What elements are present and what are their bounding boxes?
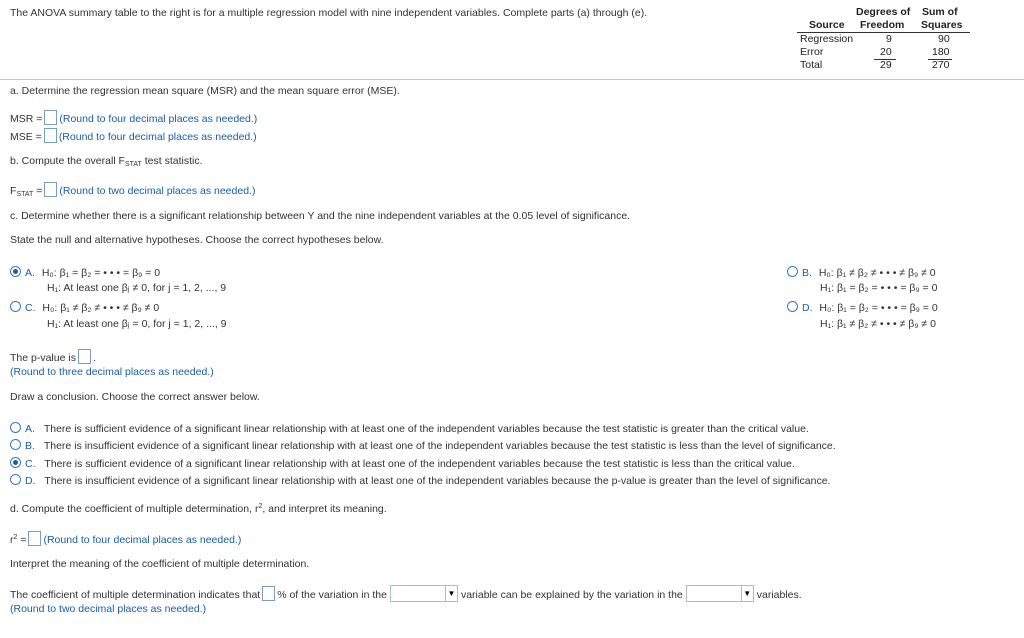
- dependent-variable-dropdown[interactable]: [390, 585, 458, 602]
- df-header-1: Degrees of: [856, 6, 911, 18]
- hyp-option-b-h1: H₁: β₁ = β₂ = • • • = β₉ = 0: [820, 282, 938, 294]
- hyp-option-b-letter: B.: [802, 267, 812, 279]
- conclusion-option-a[interactable]: [10, 422, 809, 435]
- msr-round-hint: (Round to four decimal places as needed.): [59, 113, 258, 125]
- msr-label: MSR =: [10, 113, 43, 125]
- fstat-answer-box[interactable]: [44, 182, 57, 197]
- conclusion-c-text: There is sufficient evidence of a significant linear relationship with at least one of the independent variables because the test statistic is less than the critical value.: [44, 458, 795, 470]
- part-b-question-sub: STAT: [124, 161, 142, 168]
- part-b-question-pre: b. Compute the overall F: [10, 155, 125, 167]
- mse-round-hint: (Round to four decimal places as needed.): [58, 131, 257, 143]
- conclusion-option-c[interactable]: [10, 457, 795, 470]
- part-d-question-sup: 2: [258, 503, 263, 510]
- radio-icon[interactable]: [10, 422, 21, 433]
- percent-answer-box[interactable]: [262, 586, 275, 601]
- part-d-question-pre: d. Compute the coefficient of multiple determination, r: [10, 503, 259, 515]
- part-a-question: a. Determine the regression mean square (MSR) and the mean square error (MSE).: [10, 85, 400, 97]
- row-error-ss: 180: [932, 46, 950, 58]
- dropdown-arrow-icon: ▼: [741, 586, 753, 601]
- independent-variable-dropdown[interactable]: [686, 585, 754, 602]
- interpret-sentence: [10, 585, 802, 602]
- conclusion-option-b[interactable]: [10, 439, 836, 452]
- source-header: Source: [809, 19, 845, 31]
- hyp-option-b-h0: H₀: β₁ ≠ β₂ ≠ • • • ≠ β₉ ≠ 0: [818, 267, 936, 279]
- sentence-mid2: variable can be explained by the variation in the: [460, 589, 683, 601]
- hyp-option-c[interactable]: [10, 301, 159, 314]
- hyp-option-d-h0: H₀: β₁ = β₂ = • • • = β₉ = 0: [819, 302, 938, 314]
- fstat-label: F: [10, 185, 17, 197]
- pvalue-round-hint: (Round to three decimal places as needed.): [10, 366, 214, 378]
- mse-answer-box[interactable]: [44, 128, 57, 143]
- part-c-question: c. Determine whether there is a significant relationship between Y and the nine independent variables at the 0.05 level of significance.: [10, 210, 631, 222]
- sentence-pre: The coefficient of multiple determination indicates that: [10, 589, 261, 601]
- mse-row: [10, 128, 257, 143]
- divider: [0, 79, 1024, 80]
- r2-label: r: [10, 534, 14, 546]
- df-header-2: Freedom: [860, 19, 905, 31]
- pvalue-row: The p-value is .: [10, 349, 96, 364]
- part-d-question-post: , and interpret its meaning.: [262, 503, 387, 515]
- fstat-label-sub: STAT: [16, 191, 34, 198]
- r2-round-hint: (Round to four decimal places as needed.): [43, 534, 242, 546]
- hyp-prompt: State the null and alternative hypotheses. Choose the correct hypotheses below.: [10, 234, 384, 246]
- row-error-source: Error: [800, 46, 824, 58]
- conclusion-b-letter: B.: [25, 440, 35, 452]
- r2-eq: =: [17, 534, 27, 546]
- hyp-option-c-h0: H₀: β₁ ≠ β₂ ≠ • • • ≠ β₉ ≠ 0: [42, 302, 160, 314]
- conclusion-prompt: Draw a conclusion. Choose the correct answer below.: [10, 391, 260, 403]
- hyp-option-a-h1: H₁: At least one βⱼ ≠ 0, for j = 1, 2, ..., 9: [47, 282, 227, 294]
- hyp-option-a-h0: H₀: β₁ = β₂ = • • • = β₉ = 0: [41, 267, 161, 279]
- hyp-option-d-letter: D.: [802, 302, 813, 314]
- ss-header-2: Squares: [921, 19, 963, 31]
- intro-text: The ANOVA summary table to the right is for a multiple regression model with nine independent variables. Complete parts (a) through (e).: [10, 7, 648, 19]
- radio-selected-icon[interactable]: [10, 457, 21, 468]
- row-error-df: 20: [880, 46, 892, 58]
- sentence-mid1: % of the variation in the: [277, 589, 387, 601]
- radio-icon[interactable]: [10, 439, 21, 450]
- conclusion-d-text: There is insufficient evidence of a significant linear relationship with at least one of the independent variables because the p-value is greater than the level of significance.: [44, 475, 831, 487]
- part-d-question: [10, 503, 387, 515]
- msr-row: [10, 110, 257, 125]
- radio-icon[interactable]: [787, 301, 798, 312]
- pvalue-answer-box[interactable]: [78, 349, 91, 364]
- radio-icon[interactable]: [787, 266, 798, 277]
- hyp-option-d-h1: H₁: β₁ ≠ β₂ ≠ • • • ≠ β₉ ≠ 0: [820, 318, 936, 330]
- ss-header-1: Sum of: [922, 6, 958, 18]
- conclusion-c-letter: C.: [25, 458, 36, 470]
- row-regression-df: 9: [886, 33, 892, 45]
- radio-icon[interactable]: [10, 301, 21, 312]
- sentence-post: variables.: [756, 589, 802, 601]
- row-total-df: 29: [880, 59, 892, 71]
- r2-answer-box[interactable]: [28, 531, 41, 546]
- conclusion-d-letter: D.: [25, 475, 36, 487]
- conclusion-a-letter: A.: [25, 423, 35, 435]
- row-regression-ss: 90: [938, 33, 950, 45]
- hyp-option-b[interactable]: [787, 266, 936, 279]
- row-total-source: Total: [800, 59, 823, 71]
- percent-round-hint: (Round to two decimal places as needed.): [10, 603, 207, 615]
- part-b-question: [10, 155, 203, 168]
- dropdown-arrow-icon: ▼: [445, 586, 457, 601]
- msr-answer-box[interactable]: [44, 110, 57, 125]
- hyp-option-c-letter: C.: [25, 302, 36, 314]
- conclusion-option-d[interactable]: [10, 474, 830, 487]
- row-total-ss: 270: [932, 59, 950, 71]
- interpret-prompt: Interpret the meaning of the coefficient of multiple determination.: [10, 558, 310, 570]
- r2-label-sup: 2: [13, 534, 18, 541]
- r2-row: [10, 531, 241, 546]
- fstat-eq: =: [33, 185, 43, 197]
- pvalue-label: The p-value is: [10, 352, 76, 364]
- fstat-row: [10, 182, 255, 198]
- conclusion-b-text: There is insufficient evidence of a significant linear relationship with at least one of the independent variables because the test statistic is less than the level of significance.: [43, 440, 836, 452]
- radio-selected-icon[interactable]: [10, 266, 21, 277]
- hyp-option-a-letter: A.: [25, 267, 35, 279]
- conclusion-a-text: There is sufficient evidence of a significant linear relationship with at least one of the independent variables because the test statistic is greater than the critical value.: [43, 423, 809, 435]
- hyp-option-d[interactable]: [787, 301, 938, 314]
- part-b-question-post: test statistic.: [141, 155, 203, 167]
- mse-label: MSE =: [10, 131, 42, 143]
- fstat-round-hint: (Round to two decimal places as needed.): [59, 185, 256, 197]
- hyp-option-a[interactable]: [10, 266, 160, 279]
- hyp-option-c-h1: H₁: At least one βⱼ = 0, for j = 1, 2, ..., 9: [47, 318, 227, 330]
- row-regression-source: Regression: [800, 33, 854, 45]
- radio-icon[interactable]: [10, 474, 21, 485]
